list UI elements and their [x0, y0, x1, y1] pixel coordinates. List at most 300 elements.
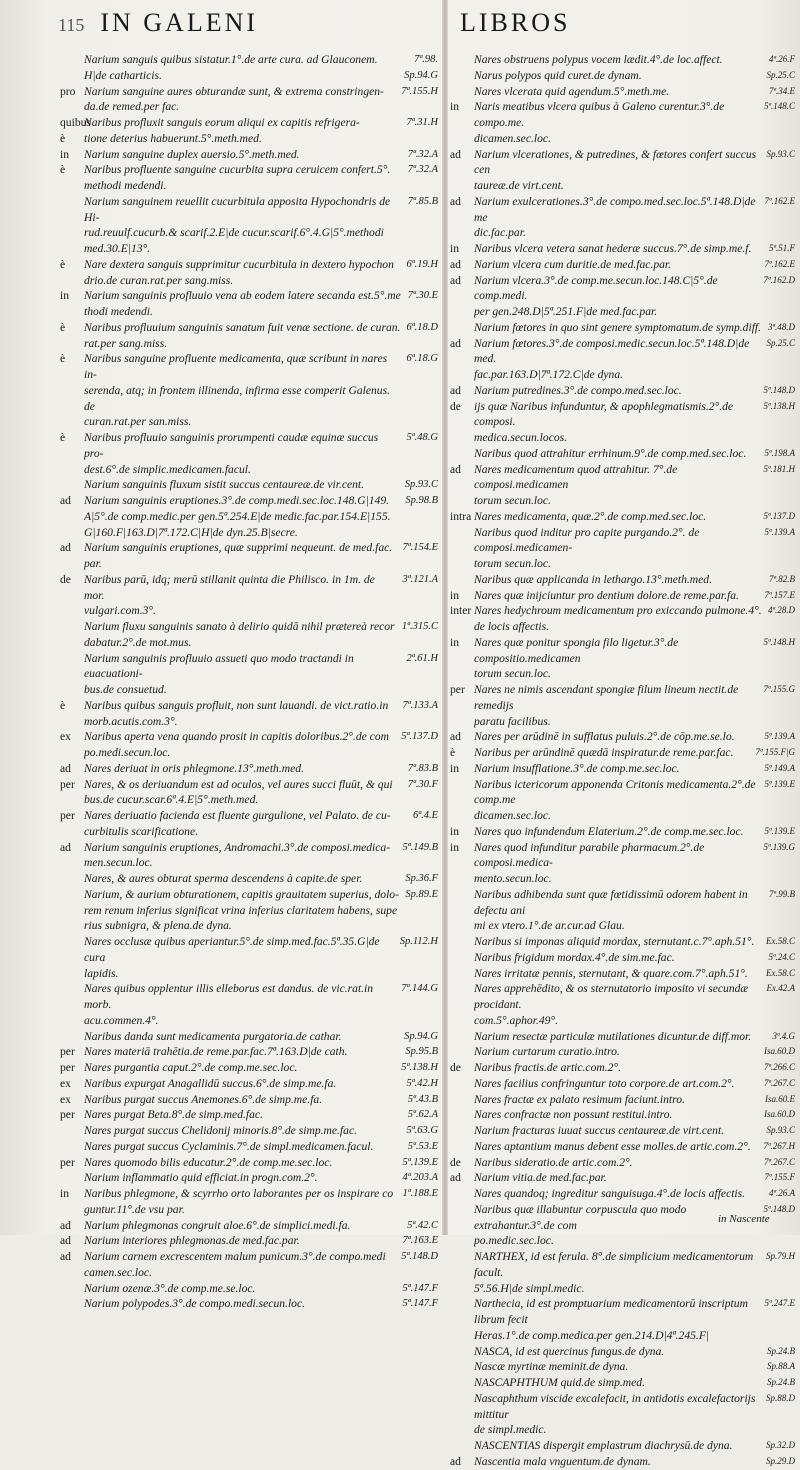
entry-text: Nares obstruens polypus vocem lædit.4°.de loc.affect. [474, 53, 723, 66]
entry-reference: Sp.93.C [404, 479, 438, 491]
index-entry [60, 981, 438, 1028]
page-number: 115 [58, 15, 85, 35]
index-entry [60, 651, 438, 698]
entry-prefix: ad [450, 147, 461, 161]
entry-prefix: in [450, 242, 460, 255]
entry-reference: 3ª.48.D [768, 321, 795, 332]
entry-reference: 5ª.137.D [401, 731, 438, 743]
entry-reference: 5ª.198.A [764, 447, 795, 458]
entry-reference: 5ª.149.B [402, 841, 438, 853]
entry-text: Narium curtarum curatio.intro. [474, 1045, 620, 1059]
index-entry [60, 288, 438, 320]
entry-text: Nascaphthum viscide excalefacit, in antidotis excalefactorijs mittitur de simpl.medic. [474, 1391, 756, 1437]
entry-text: Narium phlegmonas congruit aloe.6°.de simplici.medi.fa. [84, 1218, 351, 1232]
index-entry [60, 1296, 438, 1312]
index-entry [450, 1391, 795, 1438]
index-entry [450, 383, 795, 399]
index-entry [450, 1060, 795, 1076]
index-entry [60, 162, 438, 194]
entry-reference: Sp.25.C [766, 69, 795, 80]
entry-text: Naribus adhibenda sunt quæ fœtidissimū odorem habent in defectu ani mi ex vtero.1°.de ar.cur.ad Glau. [474, 887, 748, 933]
entry-text: Naribus quæ applicanda in lethargo.13°.meth.med. [474, 572, 713, 586]
entry-text: Naribus profluente sanguine cucurbita supra ceruicem confert.5°. methodi medendi. [84, 163, 391, 192]
index-entry [450, 399, 795, 446]
entry-reference: Sp.98.B [405, 495, 438, 506]
index-entry [60, 777, 438, 809]
entry-reference: 7ª.133.A [402, 699, 438, 711]
index-column-left [60, 52, 438, 1312]
running-header-left [58, 8, 438, 38]
index-entry [450, 887, 795, 934]
entry-text: NASCA, id est quercinus fungus.de dyna. [474, 1344, 665, 1358]
entry-prefix: per [60, 777, 75, 791]
entry-text: Narium vitia.de med.fac.par. [474, 1171, 607, 1185]
entry-text: Narium sanguine aures obturandæ sunt, & extrema constringen- da.de remed.per fac. [84, 84, 384, 114]
index-entry [450, 1202, 795, 1249]
entry-reference: 4ª.203.A [402, 1172, 438, 1184]
index-entry [450, 572, 795, 588]
entry-text: Naribus quod inditur pro capite purgando.2°. de composi.medicamen- torum secun.loc. [474, 525, 700, 570]
entry-prefix: ad [450, 383, 461, 397]
running-header-right: LIBROS [460, 8, 571, 37]
entry-reference: Sp.25.C [766, 337, 795, 348]
index-entry [450, 950, 795, 966]
index-entry [450, 1092, 795, 1108]
entry-text: Narium exulcerationes.3°.de compo.med.sec.loc.5ª.148.D|de me dic.fac.par. [474, 194, 756, 240]
index-entry [450, 1155, 795, 1171]
entry-prefix: ad [60, 1234, 71, 1248]
entry-prefix: è [60, 352, 66, 366]
entry-text: Narium sanguine duplex auersio.5°.meth.med. [84, 147, 300, 161]
entry-prefix: in [450, 588, 460, 602]
index-entry [60, 115, 438, 147]
entry-reference: Sp.94.G [404, 1030, 438, 1042]
entry-text: NASCAPHTHUM quid.de simp.med. [474, 1376, 645, 1389]
entry-reference: 5ª.148.D [763, 384, 795, 395]
entry-text: Naris meatibus vlcera quibus à Galeno curentur.3°.de compo.me. dicamen.sec.loc. [474, 100, 725, 145]
entry-prefix: ad [450, 194, 461, 208]
entry-reference: 7ª.34.E [769, 85, 795, 96]
index-entry [60, 493, 438, 540]
entry-reference: 5ª.138.H [763, 400, 795, 411]
entry-reference: Sp.29.D [766, 1455, 795, 1466]
entry-text: Nares quod infunditur parabile pharmacum.2°.de composi.medica- mento.secun.loc. [474, 840, 705, 885]
entry-reference: 3ª.4.G [772, 1030, 795, 1041]
index-entry [450, 273, 795, 320]
entry-prefix: in [60, 147, 70, 161]
entry-prefix: in [450, 761, 460, 775]
index-entry [450, 1029, 795, 1045]
entry-reference: 4ª.26.A [769, 1188, 795, 1198]
entry-prefix: ad [450, 1454, 461, 1468]
index-entry [450, 147, 795, 194]
entry-prefix: inter [450, 604, 472, 618]
entry-prefix: per [60, 1045, 75, 1059]
entry-reference: Isa.60.E [765, 1093, 795, 1104]
entry-reference: 5ª.139.E [764, 825, 795, 836]
entry-text: Nascentia mala vnguentum.de dynam. [474, 1454, 651, 1468]
entry-reference: 5ª.247.E [764, 1298, 795, 1309]
entry-reference: 5ª.139.A [764, 731, 795, 742]
entry-reference: 5ª.147.F [402, 1282, 438, 1294]
entry-reference: 7ª.154.E [402, 542, 438, 554]
index-entry [450, 840, 795, 887]
entry-text: Nares quomodo bilis educatur.2°.de comp.me.sec.loc. [84, 1155, 333, 1169]
entry-reference: 5ª.137.D [763, 510, 795, 521]
entry-text: Nares materiā trahētia.de reme.par.fac.7ª.163.D|de cath. [84, 1045, 348, 1059]
entry-reference: 5ª.42.H [406, 1077, 438, 1089]
entry-reference: 7ª.98. Sp.94.G [404, 54, 438, 81]
entry-text: Nares medicamenta, quæ.2°.de comp.med.sec.loc. [474, 509, 707, 523]
entry-text: Nares, & os deriuandum est ad oculos, vel aures succi fluūt, & qui bus.de cucur.scar.6ª.4.E|5°.meth.med. [84, 777, 393, 807]
entry-reference: 7ª.31.H [406, 117, 438, 128]
entry-reference: Sp.36.F [405, 873, 438, 884]
index-entry [450, 99, 795, 146]
index-entry [450, 320, 795, 336]
entry-text: Nares apprehēdito, & os sternutatorio imposito vi secundæ procidant. com.5°.aphor.49°. [474, 982, 749, 1027]
entry-prefix: per [60, 1061, 75, 1074]
entry-text: Narium sanguinem reuellit cucurbitula apposita Hypochondris de Hi- rud.reuulf.cucurb.& scarif.2.E|de cucur.scarif.6°.4.G|5°.methodi med.30.E|13°. [84, 194, 391, 255]
entry-text: Narium sanguinis profluuio assueti quo modo tractandi in euacuationi- bus.de consuetud. [84, 651, 354, 696]
entry-prefix: in [450, 100, 460, 114]
entry-text: Nares irritatæ pennis, sternutant, & quare.com.7°.aph.51°. [474, 966, 748, 980]
entry-text: Nares deriuatio facienda est fluente gurgulione, vel Palato. de cu- curbitulis scarificatione. [84, 809, 391, 838]
entry-prefix: ad [450, 462, 461, 476]
index-entry [60, 729, 438, 761]
index-entry [60, 1155, 438, 1171]
entry-prefix: ad [450, 257, 461, 271]
index-entry [60, 1170, 438, 1186]
entry-reference: 5ª.62.A [407, 1109, 438, 1121]
index-entry [450, 1139, 795, 1155]
entry-text: Narium fœtores.3°.de composi.medic.secun.loc.5ª.148.D|de med. fac.par.163.D|7ª.172.C|de dyna. [474, 336, 750, 381]
index-entry [450, 981, 795, 1028]
entry-text: Narium, & aurium obturationem, capitis grauitatem superius, dolo- rem renum inferius significat vrina inferius claritatem habens, supe rius subnigra, & plena.de dyna. [84, 887, 399, 933]
entry-reference: 5ª.42.C [407, 1219, 438, 1231]
index-entry [450, 1170, 795, 1186]
entry-reference: 7ª.162.D [763, 274, 795, 285]
index-entry [60, 1092, 438, 1108]
index-entry [60, 1060, 438, 1076]
entry-reference: 5ª.181.H [763, 463, 795, 474]
entry-text: Naribus quod attrahitur errhinum.9°.de comp.med.sec.loc. [474, 446, 747, 460]
entry-prefix: ad [450, 730, 461, 744]
entry-reference: 6ª.18.D [406, 321, 438, 333]
entry-reference: 5ª.148.H [763, 636, 795, 647]
index-entry [60, 351, 438, 430]
entry-reference: 5ª.139.E [402, 1156, 438, 1168]
entry-text: Nares facilius confringuntur toto corpore.de art.com.2°. [474, 1076, 735, 1090]
entry-text: Nares quandoq; ingreditur sanguisuga.4°.de locis affectis. [474, 1187, 746, 1200]
entry-reference: Sp.93.C [766, 1125, 795, 1135]
entry-text: Nares, & aures obturat sperma descendens à capite.de sper. [84, 872, 363, 885]
entry-reference: Sp.88.A [767, 1361, 795, 1372]
entry-reference: Isa.60.D [764, 1109, 795, 1120]
index-entry [60, 871, 438, 887]
entry-prefix: intra [450, 509, 472, 523]
index-entry [60, 619, 438, 651]
index-entry [450, 588, 795, 604]
index-entry [450, 525, 795, 572]
index-entry [450, 84, 795, 100]
entry-text: Nares quo infundendum Elaterium.2°.de comp.me.sec.loc. [474, 824, 744, 838]
entry-prefix: ex [60, 730, 71, 744]
entry-reference: 5ª.139.G [763, 841, 795, 852]
entry-text: Nares aptantium manus debent esse molles.de artic.com.2°. [474, 1139, 751, 1153]
entry-prefix: in [60, 289, 70, 303]
index-entry [60, 1044, 438, 1060]
entry-prefix: è [450, 746, 456, 759]
entry-reference: 7ª.267.H [763, 1140, 795, 1151]
entry-text: NASCENTIAS dispergit emplastrum diachrysū.de dyna. [474, 1439, 733, 1452]
header-left-title: IN GALENI [100, 8, 259, 37]
entry-reference: 7ª.157.E [764, 589, 795, 600]
entry-text: Narthecia, id est promptuarium medicamentorū inscriptum librum fecit Heras.1°.de comp.medica.per gen.214.D|4ª.245.F| [474, 1297, 748, 1342]
entry-reference: Sp.95.B [405, 1046, 438, 1058]
index-entry [60, 194, 438, 257]
entry-text: Naribus profluxit sanguis eorum aliqui ex capitis refrigera- tione deterius habuerunt.5°.meth.med. [84, 116, 360, 145]
entry-reference: 7ª.83.B [407, 762, 438, 774]
index-entry [450, 1107, 795, 1123]
entry-reference: 1ª.315.C [401, 621, 438, 632]
index-entry [450, 1375, 795, 1391]
entry-reference: 5ª.148.C [764, 101, 795, 112]
entry-reference: Sp.93.C [766, 148, 795, 159]
entry-reference: 7ª.32.A [407, 148, 438, 160]
entry-reference: 7ª.85.B [407, 195, 438, 207]
index-entry [450, 1123, 795, 1139]
index-entry [60, 698, 438, 730]
index-entry [60, 52, 438, 84]
entry-text: Naribus vlcera vetera sanat hederæ succus.7°.de simp.me.f. [474, 242, 752, 255]
index-entry [450, 824, 795, 840]
index-entry [450, 1296, 795, 1343]
entry-prefix: ad [450, 1171, 461, 1185]
entry-text: Nares purgat succus Cyclaminis.7°.de simpl.medicamen.facul. [84, 1139, 374, 1153]
entry-reference: Ex.58.C [766, 967, 795, 978]
entry-reference: 7ª.155.F|G [755, 747, 795, 757]
index-entry [450, 761, 795, 777]
entry-prefix: ad [60, 541, 71, 555]
entry-reference: Sp.32.D [766, 1440, 795, 1450]
index-entry [60, 84, 438, 116]
entry-text: ijs quæ Naribus infunduntur, & apophlegmatismis.2°.de composi. medica.secun.locos. [474, 399, 734, 444]
entry-text: Nares ne nimis ascendant spongiæ filum lineum nectit.de remedijs paratu facilibus. [474, 683, 739, 728]
index-entry [450, 966, 795, 982]
entry-text: Narium resectæ particulæ mutilationes dicuntur.de diff.mor. [474, 1029, 752, 1043]
entry-text: Narium fluxu sanguinis sanato à delirio quidā nihil prætereà recor dabatur.2°.de mot.mus. [84, 620, 395, 649]
index-entry [60, 1186, 438, 1218]
entry-reference: 7ª.99.B [769, 888, 795, 899]
entry-prefix: ad [60, 494, 71, 507]
entry-reference: 5ª.138.H [401, 1062, 438, 1073]
entry-prefix: in [60, 1187, 70, 1200]
index-entry [450, 603, 795, 635]
entry-reference: 7ª.155.G [763, 684, 795, 694]
entry-prefix: ad [60, 761, 71, 775]
index-entry [450, 1344, 795, 1360]
entry-reference: 7ª.32.A [407, 164, 438, 176]
entry-prefix: è [60, 320, 66, 334]
entry-reference: 7ª.162.E [764, 195, 795, 206]
entry-prefix: ex [60, 1076, 71, 1090]
entry-text: Narus polypos quid curet.de dynam. [474, 68, 642, 82]
entry-text: Nares per arūdinē in sufflatus puluis.2°.de cōp.me.se.lo. [474, 730, 735, 744]
entry-reference: 3ª.121.A [402, 573, 438, 585]
entry-reference: 5ª.148.D [401, 1251, 438, 1262]
entry-text: Naribus sanguine profluente medicamenta, quæ scribunt in nares in- serenda, atq; in frontem illinenda, infirma esse comperit Galenus. de curan.rat.per san.miss. [84, 352, 391, 429]
entry-text: Narium vlcera cum duritie.de med.fac.par. [474, 257, 672, 271]
entry-reference: 7ª.155.H [401, 85, 438, 97]
index-entry [60, 887, 438, 934]
entry-text: Nares quibus opplentur illis elleborus est dandus. de vic.rat.in morb. acu.commen.4°. [84, 982, 374, 1027]
entry-reference: Sp.88.D [766, 1392, 795, 1403]
catchword: in Nascente [718, 1213, 770, 1225]
index-entry [60, 934, 438, 981]
index-entry [60, 1218, 438, 1234]
entry-reference: 7ª.163.E [402, 1235, 438, 1247]
entry-reference: 7ª.162.E [764, 258, 795, 269]
entry-text: Naribus quibus sanguis profluit, non sunt lauandi. de vict.ratio.in morb.acutis.com.3°. [84, 698, 389, 728]
entry-reference: 1ª.188.E [402, 1188, 438, 1199]
entry-reference: 6ª.19.H [406, 258, 438, 270]
index-entry [450, 1249, 795, 1296]
entry-text: Narium sanguinis eruptiones, Andromachi.3°.de composi.medica- men.secun.loc. [84, 840, 391, 870]
entry-reference: 2ª.61.H [406, 652, 438, 664]
entry-text: Nares purgat succus Chelidonij minoris.8°.de simp.me.fac. [84, 1124, 357, 1137]
index-entry [60, 761, 438, 777]
entry-prefix: ad [60, 840, 71, 854]
book-gutter [442, 0, 448, 1235]
entry-text: Narium putredines.3°.de compo.med.sec.loc. [474, 383, 682, 397]
entry-text: Nares occlusæ quibus aperiantur.5°.de simp.med.fac.5ª.35.G|de cura lapidis. [84, 935, 380, 980]
index-entry [450, 777, 795, 824]
entry-reference: 7ª.267.C [764, 1077, 795, 1088]
entry-text: Narium carnem excrescentem malum punicum.3°.de compo.medi camen.sec.loc. [84, 1250, 386, 1279]
entry-prefix: quibus è [60, 116, 91, 145]
entry-text: Naribus fractis.de artic.com.2°. [474, 1061, 621, 1074]
entry-reference: 7ª.144.G [401, 983, 438, 995]
entry-text: Narium sanguinis fluxum sistit succus centaureæ.de vir.cent. [84, 478, 365, 492]
entry-prefix: ad [60, 1218, 71, 1232]
entry-text: Narium sanguis quibus sistatur.1°.de arte cura. ad Glauconem. H|de catharticis. [84, 53, 378, 82]
entry-prefix: per [60, 1108, 75, 1122]
entry-text: Naribus frigidum mordax.4°.de sim.me.fac. [474, 950, 675, 964]
entry-reference: Sp.89.E [405, 888, 438, 900]
entry-reference: 4ª.26.F [769, 54, 795, 64]
entry-reference: 5ª.43.B [407, 1093, 438, 1105]
entry-reference: 5ª.53.E [407, 1140, 438, 1152]
entry-prefix: in [450, 840, 460, 854]
entry-reference: 7ª.155.F [764, 1172, 795, 1183]
index-entry [450, 241, 795, 257]
entry-prefix: pro [60, 84, 76, 98]
entry-reference: 7ª.266.C [764, 1062, 795, 1072]
entry-text: Nares fractæ ex palato resimum faciunt.intro. [474, 1092, 685, 1106]
entry-reference: 7ª.82.B [769, 573, 795, 584]
index-entry [60, 808, 438, 840]
index-entry [450, 68, 795, 84]
index-entry [450, 446, 795, 462]
entry-text: Nare dextera sanguis supprimitur cucurbitula in dextero hypochon drio.de curan.rat.per sang.miss. [84, 257, 394, 287]
index-entry [60, 147, 438, 163]
entry-text: Nares medicamentum quod attrahitur. 7°.de composi.medicamen torum secun.loc. [474, 462, 678, 507]
entry-text: Naribus danda sunt medicamenta purgatoria.de cathar. [84, 1029, 342, 1043]
index-entry [60, 320, 438, 352]
entry-prefix: ex [60, 1092, 71, 1106]
entry-text: Naribus quæ illabuntur corpuscula quo modo extrahantur.3°.de com po.medic.sec.loc. [474, 1202, 687, 1248]
entry-text: Nares hedychroum medicamentum pro exiccando pulmone.4°. de locis affectis. [474, 604, 762, 633]
index-entry [450, 1454, 795, 1470]
index-entry [450, 682, 795, 729]
entry-text: Nares confractæ non possunt restitui.intro. [474, 1108, 673, 1122]
entry-reference: Isa.60.D [764, 1046, 795, 1057]
entry-reference: 5ª.148.D [763, 1203, 795, 1214]
index-entry [60, 840, 438, 872]
entry-prefix: de [60, 572, 71, 586]
entry-prefix: de [450, 399, 461, 413]
index-entry [450, 635, 795, 682]
entry-reference: 5ª.147.F [402, 1298, 438, 1310]
entry-text: Narium sanguinis eruptiones, quæ supprimi nequeunt. de med.fac. par. [84, 541, 393, 570]
index-entry [60, 1123, 438, 1139]
entry-reference: Sp.112.H [399, 936, 438, 947]
entry-reference: 7ª.30.F [407, 778, 438, 790]
entry-prefix: è [60, 163, 66, 177]
entry-text: Narium sanguinis eruptiones.3°.de comp.medi.sec.loc.148.G|149. A|5°.de comp.medic.per gen.5ª.254.E|de medic.fac.par.154.E|155. G|160.F|163.D|7ª.172.C|H|de dyn.25.B|secre. [84, 494, 391, 539]
index-entry [450, 1076, 795, 1092]
index-entry [450, 257, 795, 273]
index-entry [60, 1249, 438, 1281]
index-entry [450, 1186, 795, 1202]
entry-reference: 5ª.48.G [406, 432, 438, 443]
entry-reference: 5ª.51.F [769, 243, 795, 253]
entry-reference: Sp.79.H [766, 1251, 795, 1261]
entry-reference: 6ª.4.E [412, 810, 438, 821]
entry-prefix: è [60, 257, 66, 271]
entry-reference: 4ª.28.D [768, 605, 795, 616]
entry-text: Narium vlcera.3°.de comp.me.secun.loc.148.C|5°.de comp.medi. per gen.248.D|5ª.251.F|de med.fac.par. [474, 273, 718, 318]
entry-reference: 5ª.139.A [764, 526, 795, 537]
entry-prefix: de [450, 1061, 461, 1074]
entry-text: Narium ozenæ.3°.de comp.me.se.loc. [84, 1281, 256, 1295]
entry-text: Naribus profluuium sanguinis sanatum fuit venæ sectione. de curan. rat.per sang.miss. [84, 320, 401, 350]
index-entry [450, 52, 795, 68]
entry-reference: 6ª.18.G [406, 353, 438, 365]
entry-prefix: ad [450, 336, 461, 350]
index-entry [60, 572, 438, 619]
index-entry [60, 1076, 438, 1092]
entry-reference: Sp.24.B [767, 1345, 795, 1356]
entry-text: Narium inflammatio quid efficiat.in progn.com.2°. [84, 1171, 318, 1185]
index-entry [450, 462, 795, 509]
entry-text: Nares quæ ponitur spongia filo ligetur.3°.de compositio.medicamen torum secun.loc. [474, 635, 679, 681]
entry-text: Nares quæ inijciuntur pro dentium dolore.de reme.par.fa. [474, 588, 739, 602]
entry-prefix: per [60, 1155, 75, 1169]
index-entry [450, 934, 795, 950]
entry-prefix: per [450, 683, 465, 696]
entry-text: Nares vlcerata quid agendum.5°.meth.me. [474, 84, 670, 98]
index-entry [450, 745, 795, 761]
entry-text: Nares deriuat in oris phlegmone.13°.meth.med. [84, 761, 304, 775]
index-entry [450, 729, 795, 745]
entry-reference: Ex.42.A [766, 983, 795, 994]
entry-text: Narium polypodes.3°.de compo.medi.secun.loc. [84, 1297, 306, 1311]
entry-text: Narium insufflatione.3°.de comp.me.sec.loc. [474, 761, 680, 775]
index-entry [60, 1029, 438, 1045]
index-column-right [450, 52, 795, 1470]
entry-prefix: è [60, 698, 66, 712]
